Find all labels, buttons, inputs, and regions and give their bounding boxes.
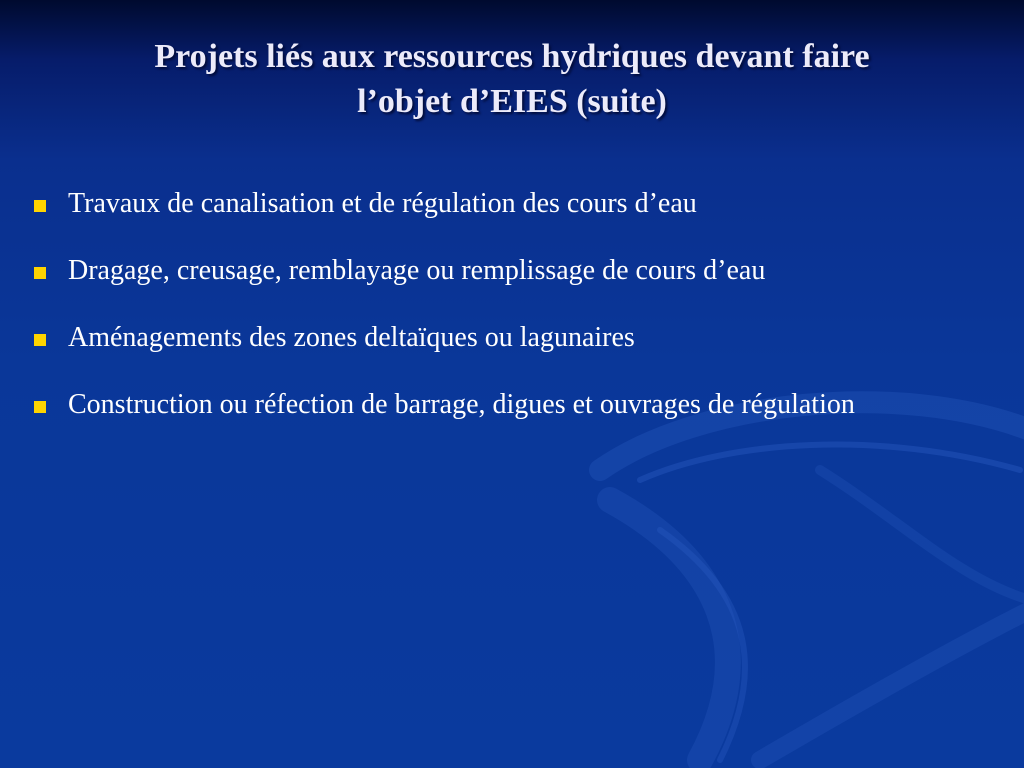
bullet-item [30, 182, 910, 225]
bullet-item [30, 383, 910, 426]
slide-title [40, 34, 984, 124]
slide-title-line-1: Projets liés aux ressources hydriques devant faire [154, 38, 870, 75]
bullet-item [30, 316, 910, 359]
bullet-text: Construction ou réfection de barrage, digues et ouvrages de régulation [68, 389, 855, 420]
slide-title-line-2: l’objet d’EIES (suite) [357, 83, 667, 120]
bullet-item [30, 249, 910, 292]
bullet-text: Dragage, creusage, remblayage ou remplissage de cours d’eau [68, 255, 766, 286]
square-bullet-icon [34, 334, 46, 346]
square-bullet-icon [34, 200, 46, 212]
square-bullet-icon [34, 267, 46, 279]
square-bullet-icon [34, 401, 46, 413]
bullet-text: Aménagements des zones deltaïques ou lagunaires [68, 322, 635, 353]
bullet-list [30, 182, 910, 450]
bullet-text: Travaux de canalisation et de régulation des cours d’eau [68, 188, 697, 219]
